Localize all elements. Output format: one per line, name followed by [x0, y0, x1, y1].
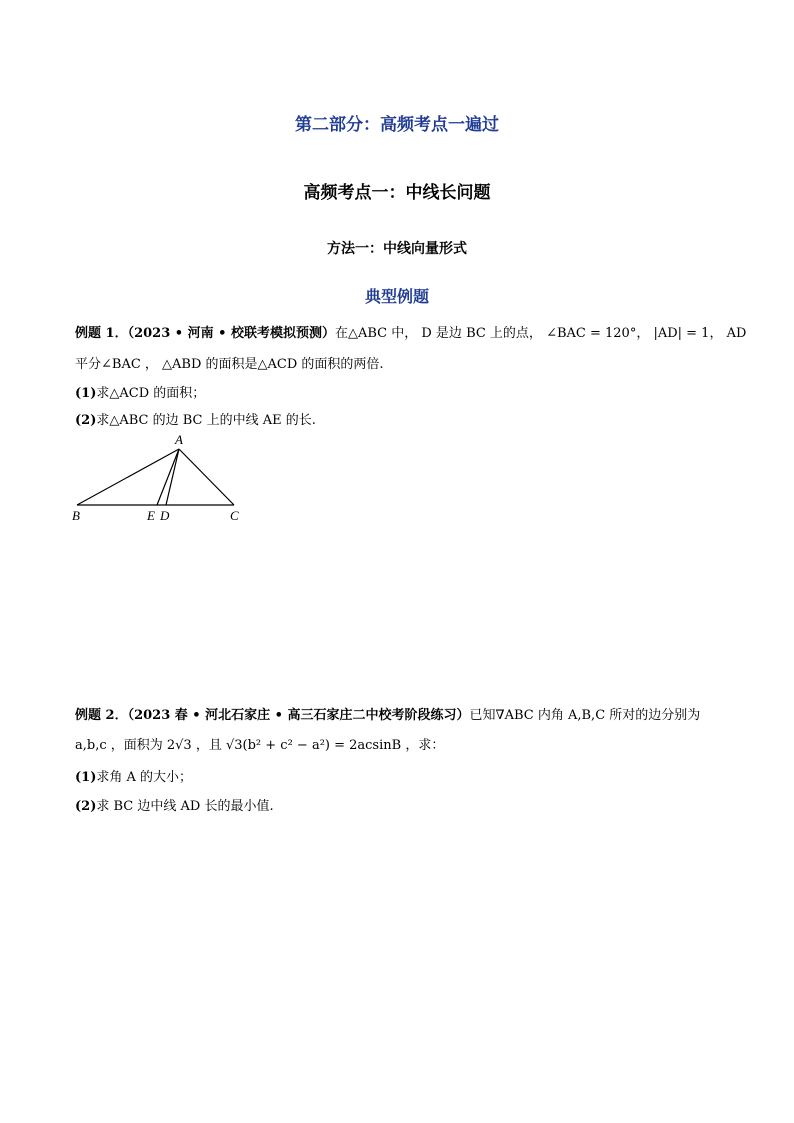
question-text: 求△ACD 的面积； [96, 386, 206, 401]
segment-ac [179, 449, 234, 505]
vertex-label-d: D [160, 508, 170, 523]
example2-text-line1: 已知∇ABC 内角 A,B,C 所对的边分别为 [469, 708, 701, 723]
example1-line1 [75, 322, 746, 341]
example2-question2 [75, 795, 274, 814]
example1-text-line1: 在△ABC 中， D 是边 BC 上的点， ∠BAC = 120°， |AD| = 1， AD [334, 326, 747, 341]
vertex-label-b: B [72, 508, 80, 523]
example1-source: （2023 • 河南 • 校联考模拟预测） [127, 326, 335, 341]
question-number: (1) [75, 770, 97, 785]
segment-ab [77, 449, 179, 505]
example2-text-line2: a,b,c ，面积为 2√3 ，且 √3(b² + c² − a²) = 2acsinB ，求： [75, 738, 445, 753]
question-text: 求△ABC 的边 BC 上的中线 AE 的长. [96, 413, 316, 428]
example1-line2 [75, 353, 384, 372]
example2-line2 [75, 734, 444, 753]
part-title: 第二部分：高频考点一遍过 [295, 115, 499, 135]
vertex-label-e: E [147, 508, 155, 523]
question-number: (2) [75, 413, 97, 428]
vertex-label-c: C [230, 508, 239, 523]
method-title: 方法一：中线向量形式 [327, 241, 467, 257]
typical-examples-heading: 典型例题 [364, 287, 429, 306]
example1-text-line2: 平分∠BAC ， △ABD 的面积是△ACD 的面积的两倍. [75, 357, 384, 372]
example1-label: 例题 1． [75, 326, 128, 341]
example2-label: 例题 2． [75, 708, 128, 723]
triangle-figure [68, 432, 258, 527]
question-number: (2) [75, 799, 97, 814]
example1-question2 [75, 409, 316, 428]
question-text: 求 BC 边中线 AD 长的最小值. [96, 799, 274, 814]
example2-question1 [75, 766, 192, 785]
section-title: 高频考点一：中线长问题 [303, 183, 491, 203]
question-text: 求角 A 的大小； [96, 770, 193, 785]
vertex-label-a: A [175, 432, 183, 447]
question-number: (1) [75, 386, 97, 401]
example2-source: （2023 春 • 河北石家庄 • 高三石家庄二中校考阶段练习） [127, 708, 470, 723]
example1-question1 [75, 382, 205, 401]
example2-line1 [75, 704, 700, 723]
